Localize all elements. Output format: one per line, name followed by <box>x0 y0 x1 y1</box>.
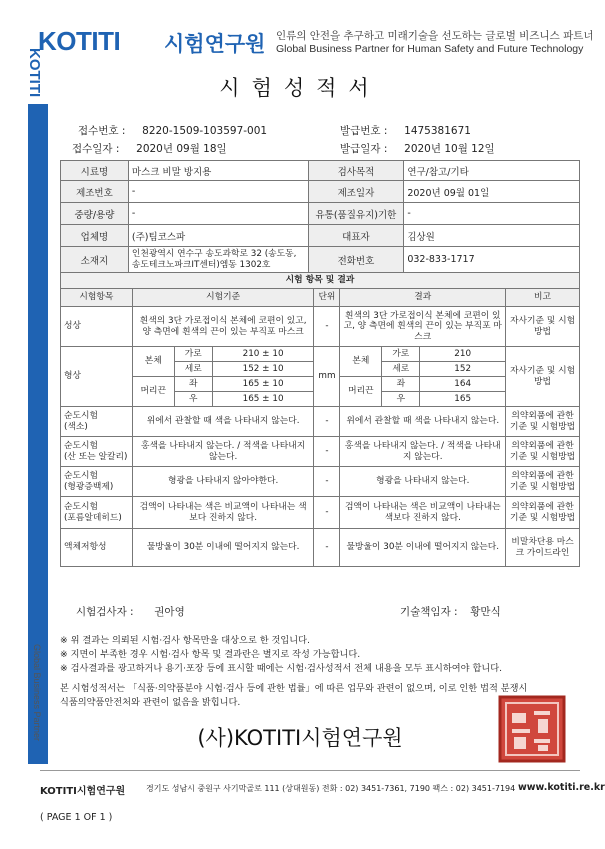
phone-value: 032-833-1717 <box>404 247 580 273</box>
shape-item: 형상 <box>61 347 133 407</box>
table-row <box>61 497 580 529</box>
receipt-date-label: 접수일자 : <box>72 143 120 155</box>
col-header-result: 결과 <box>340 289 506 307</box>
note-line: ※ 지면이 부족한 경우 시험·검사 항목 및 결과란은 별지로 작성 가능합니다. <box>60 649 361 660</box>
expiry-value: - <box>404 203 580 225</box>
row-item-sub: (산 또는 알칼리) <box>64 451 128 462</box>
row-note: 의약외품에 관한 기준 및 시험방법 <box>506 467 580 497</box>
row-item-sub: (형광증백제) <box>64 481 114 492</box>
shape-left-label-result: 좌 <box>382 377 420 392</box>
shape-width-label-result: 가로 <box>382 347 420 362</box>
tech-manager-row <box>400 604 501 619</box>
expiry-label: 유통(품질유지)기한 <box>308 203 404 225</box>
tester-name: 권아영 <box>154 606 185 618</box>
company-label: 업체명 <box>61 225 129 247</box>
issue-no-row <box>340 123 471 138</box>
row-unit: - <box>314 407 340 437</box>
purpose-value: 연구/참고/기타 <box>404 161 580 181</box>
footer-address: 경기도 성남시 중원구 사기막골로 111 (상대원동) 전화 : 02) 3451-7361, 7190 팩스 : 02) 3451-7194 <box>146 784 516 793</box>
mfr-no-value: - <box>128 181 308 203</box>
appearance-unit: - <box>314 307 340 347</box>
row-note: 비말차단용 마스크 가이드라인 <box>506 529 580 567</box>
row-standard: 검액이 나타내는 색은 비교액이 나타내는 색보다 진하지 않다. <box>132 497 314 529</box>
page-indicator: ( PAGE 1 OF 1 ) <box>40 812 113 823</box>
shape-height-label: 세로 <box>174 362 212 377</box>
row-result: 형광을 나타내지 않는다. <box>340 467 506 497</box>
issue-no-label: 발급번호 : <box>340 125 388 137</box>
tech-manager-label: 기술책임자 : <box>400 606 458 618</box>
sample-label: 시료명 <box>61 161 129 181</box>
results-section-title: 시험 항목 및 결과 <box>61 273 580 289</box>
results-table <box>60 272 580 567</box>
row-standard: 홍색을 나타내지 않는다. / 적색을 나타내지 않는다. <box>132 437 314 467</box>
shape-body-label-result: 본체 <box>340 347 382 377</box>
results-header-row <box>61 289 580 307</box>
info-table <box>60 160 580 273</box>
tagline-english: Global Business Partner for Human Safety and Future Technology <box>276 43 584 55</box>
row-note: 의약외품에 관한 기준 및 시험방법 <box>506 437 580 467</box>
shape-left-label: 좌 <box>174 377 212 392</box>
table-row <box>61 467 580 497</box>
rep-value: 김상원 <box>404 225 580 247</box>
row-result: 위에서 관찰할 때 색을 나타내지 않는다. <box>340 407 506 437</box>
address-value: 인천광역시 연수구 송도과학로 32 (송도동, 송도테크노파크IT센터)엠동 1302호 <box>128 247 308 273</box>
tagline-korean: 인류의 안전을 추구하고 미래기술을 선도하는 글로벌 비즈니스 파트너 <box>276 30 594 42</box>
mfr-date-value: 2020년 09월 01일 <box>404 181 580 203</box>
issue-date-value: 2020년 10월 12일 <box>404 143 495 155</box>
shape-body-label: 본체 <box>132 347 174 377</box>
brand-header <box>38 22 598 62</box>
shape-right-label-result: 우 <box>382 392 420 407</box>
mfr-no-label: 제조번호 <box>61 181 129 203</box>
mfr-date-label: 제조일자 <box>308 181 404 203</box>
info-row <box>61 225 580 247</box>
row-item: 순도시험 <box>64 471 98 481</box>
shape-res-right: 165 <box>420 392 506 407</box>
disclaimer-line: 본 시험성적서는 「식품·의약품분야 시험·검사 등에 관한 법률」에 따른 업무와 관련이 없으며, 이로 인한 법적 분쟁시 <box>60 683 528 694</box>
side-logo-text: KOTITI <box>26 48 43 98</box>
table-row <box>61 529 580 567</box>
note-line: ※ 검사결과를 광고하거나 용기·포장 등에 표시할 때에는 시험·검사성적서 전체 내용을 모두 표시하여야 합니다. <box>60 663 503 674</box>
side-vertical-tagline <box>30 640 46 780</box>
row-note: 의약외품에 관한 기준 및 시험방법 <box>506 497 580 529</box>
receipt-date-row <box>72 141 227 156</box>
col-header-unit: 단위 <box>314 289 340 307</box>
tech-manager-name: 황만식 <box>470 606 501 618</box>
shape-std-width: 210 ± 10 <box>212 347 314 362</box>
row-item: 순도시험 <box>64 411 98 421</box>
note-line: ※ 위 결과는 의뢰된 시험·검사 항목만을 대상으로 한 것입니다. <box>60 635 310 646</box>
table-row <box>61 407 580 437</box>
kotiti-logo: KOTITI <box>38 26 121 56</box>
appearance-note: 자사기준 및 시험방법 <box>506 307 580 347</box>
side-kotiti-logo <box>22 48 54 202</box>
row-result: 홍색을 나타내지 않는다. / 적색을 나타내지 않는다. <box>340 437 506 467</box>
purpose-label: 검사목적 <box>308 161 404 181</box>
tester-label: 시험검사자 : <box>76 606 134 618</box>
row-result: 물방울이 30분 이내에 떨어지지 않는다. <box>340 529 506 567</box>
receipt-no-value: 8220-1509-103597-001 <box>142 125 268 137</box>
col-header-standard: 시험기준 <box>132 289 314 307</box>
row-item: 액체저항성 <box>64 542 107 553</box>
disclaimer-line: 식품의약품안전처와 관련이 없음을 밝힙니다. <box>60 697 241 708</box>
footer-divider <box>40 770 580 771</box>
row-note: 의약외품에 관한 기준 및 시험방법 <box>506 407 580 437</box>
row-standard: 물방울이 30분 이내에 떨어지지 않는다. <box>132 529 314 567</box>
official-seal-icon <box>498 695 566 763</box>
shape-unit: mm <box>314 347 340 407</box>
table-row <box>61 437 580 467</box>
side-vertical-text: Global Business Partner <box>32 644 42 742</box>
appearance-item: 성상 <box>61 307 133 347</box>
footer-website: www.kotiti.re.kr <box>518 782 605 793</box>
issue-no-value: 1475381671 <box>404 125 471 137</box>
shape-std-right: 165 ± 10 <box>212 392 314 407</box>
col-header-item: 시험항목 <box>61 289 133 307</box>
row-item-sub: (색소) <box>64 421 88 432</box>
row-result: 검액이 나타내는 색은 비교액이 나타내는 색보다 진하지 않다. <box>340 497 506 529</box>
shape-std-height: 152 ± 10 <box>212 362 314 377</box>
table-row <box>61 347 580 362</box>
row-item: 순도시험 <box>64 502 98 512</box>
row-unit: - <box>314 437 340 467</box>
table-row <box>61 307 580 347</box>
shape-width-label: 가로 <box>174 347 212 362</box>
shape-right-label: 우 <box>174 392 212 407</box>
row-unit: - <box>314 467 340 497</box>
weight-value: - <box>128 203 308 225</box>
phone-label: 전화번호 <box>308 247 404 273</box>
shape-note: 자사기준 및 시험방법 <box>506 347 580 407</box>
receipt-date-value: 2020년 09월 18일 <box>136 143 227 155</box>
shape-res-height: 152 <box>420 362 506 377</box>
appearance-standard: 흰색의 3단 가로접이식 본체에 코편이 있고, 양 측면에 흰색의 끈이 있는 부직포 마스크 <box>132 307 314 347</box>
sample-value: 마스크 비말 방지용 <box>128 161 308 181</box>
receipt-no-row <box>78 123 267 138</box>
info-row <box>61 203 580 225</box>
tester-row <box>76 604 185 619</box>
row-item: 순도시험 <box>64 441 98 451</box>
row-standard: 위에서 관찰할 때 색을 나타내지 않는다. <box>132 407 314 437</box>
row-unit: - <box>314 529 340 567</box>
row-item-sub: (포름알데히드) <box>64 512 122 523</box>
issue-date-label: 발급일자 : <box>340 143 388 155</box>
row-unit: - <box>314 497 340 529</box>
receipt-no-label: 접수번호 : <box>78 125 126 137</box>
col-header-note: 비고 <box>506 289 580 307</box>
info-row <box>61 161 580 181</box>
address-label: 소재지 <box>61 247 129 273</box>
appearance-result: 흰색의 3단 가로접이식 본체에 코편이 있고, 양 측면에 흰색의 끈이 있는 부직포 마스크 <box>340 307 506 347</box>
rep-label: 대표자 <box>308 225 404 247</box>
info-row <box>61 181 580 203</box>
company-value: (주)팀코스파 <box>128 225 308 247</box>
shape-height-label-result: 세로 <box>382 362 420 377</box>
kotiti-logo-korean: 시험연구원 <box>164 32 266 56</box>
document-title: 시험성적서 <box>219 76 381 100</box>
info-row <box>61 247 580 273</box>
weight-label: 중량/용량 <box>61 203 129 225</box>
shape-strap-label: 머리끈 <box>132 377 174 407</box>
issue-date-row <box>340 141 495 156</box>
row-standard: 형광을 나타내지 않아야한다. <box>132 467 314 497</box>
footer-org: KOTITI시험연구원 <box>40 786 126 797</box>
shape-std-left: 165 ± 10 <box>212 377 314 392</box>
shape-res-width: 210 <box>420 347 506 362</box>
shape-strap-label-result: 머리끈 <box>340 377 382 407</box>
issuer-name: (사)KOTITI시험연구원 <box>197 726 403 750</box>
shape-res-left: 164 <box>420 377 506 392</box>
